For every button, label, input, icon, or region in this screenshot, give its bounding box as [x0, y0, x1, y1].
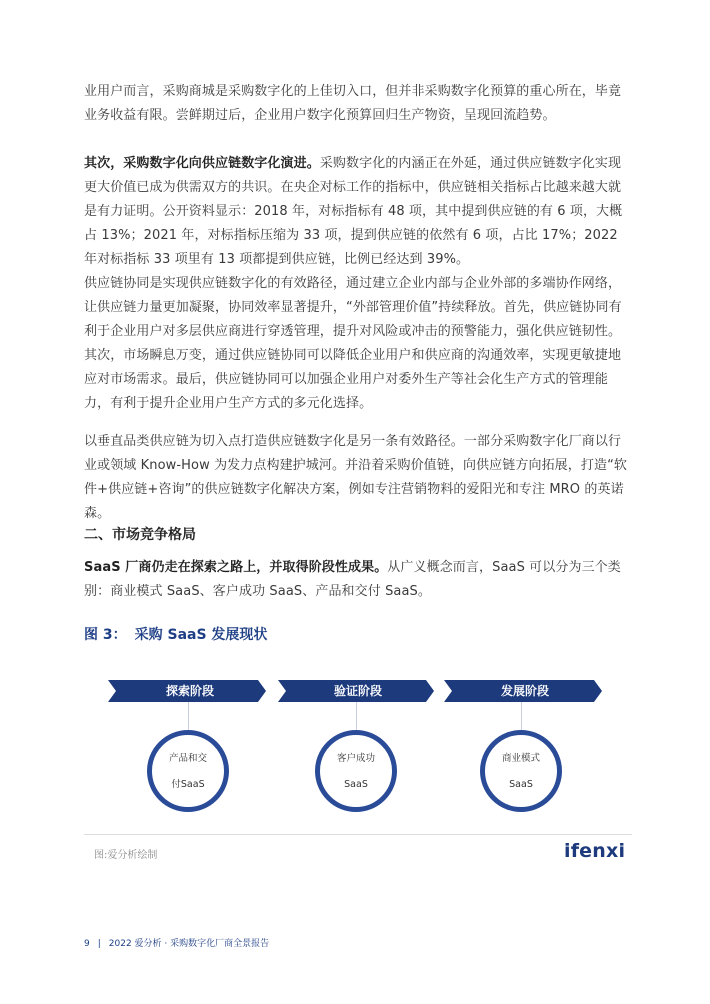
page-footer — [84, 936, 269, 949]
stage-circle-3 — [480, 730, 562, 812]
paragraph-5-lead: SaaS 厂商仍走在探索之路上，并取得阶段性成果。 — [84, 560, 388, 575]
page-number: 9 — [84, 939, 90, 949]
paragraph-5-text: 从广义概念而言，SaaS 可以分为三个类别：商业模式 SaaS、客户成功 SaaS、产品和交付 SaaS。 — [84, 560, 621, 599]
figure-title — [84, 624, 267, 644]
paragraph-2-text: 采购数字化的内涵正在外延，通过供应链数字化实现更大价值已成为供需双方的共识。在央企对标工作的指标中，供应链相关指标占比越来越大就是有力证明。公开资料显示：2018 年，对标指标有 48 项，其中提到供应链的有 6 项，大概占 13%；2021 年，对标指标压缩为 33 项，提到供应链的依然有 6 项，占比 17%；2022 年对标指标 33 项里有 13 项都提到供应链，比例已经达到 39%。 — [84, 156, 623, 267]
section-heading: 二、市场竞争格局 — [84, 527, 196, 543]
paragraph-3-text: 供应链协同是实现供应链数字化的有效路径，通过建立企业内部与企业外部的多端协作网络，让供应链力量更加凝聚，协同效率显著提升，“外部管理价值”持续释放。首先，供应链协同有利于企业用户对多层供应商进行穿透管理，提升对风险或冲击的预警能力，强化供应链韧性。其次，市场瞬息万变，通过供应链协同可以降低企业用户和供应商的沟通效率，实现更敏捷地应对市场需求。最后，供应链协同可以加强企业用户对委外生产等社会化生产方式的管理能力，有利于提升企业用户生产方式的多元化选择。 — [84, 276, 622, 411]
connector-line-3 — [521, 702, 522, 732]
ifenxi-logo: ifenxi — [564, 840, 626, 862]
stage-circle-2 — [315, 730, 397, 812]
figure-divider — [84, 834, 632, 835]
connector-line-1 — [188, 702, 189, 732]
connector-line-2 — [356, 702, 357, 732]
stage-label-2: 验证阶段 — [333, 684, 382, 698]
circle-3-line1: 商业模式 — [501, 752, 540, 764]
figure-source: 图:爱分析绘制 — [94, 850, 158, 861]
paragraph-1-text: 业用户而言，采购商城是采购数字化的上佳切入口，但并非采购数字化预算的重心所在，毕竟业务收益有限。尝鲜期过后，企业用户数字化预算回归生产物资，呈现回流趋势。 — [84, 84, 622, 123]
paragraph-2-lead: 其次，采购数字化向供应链数字化演进。 — [84, 156, 320, 171]
paragraph-4 — [84, 430, 632, 526]
paragraph-4-text: 以垂直品类供应链为切入点打造供应链数字化是另一条有效路径。一部分采购数字化厂商以行业或领域 Know-How 为发力点构建护城河。并沿着采购价值链，向供应链方向拓展，打造“软件+供应链+咨询”的供应链数字化解决方案，例如专注营销物料的爱阳光和专注 MRO 的英诺森。 — [84, 434, 628, 521]
paragraph-1 — [84, 80, 632, 128]
circle-2-line2: SaaS — [344, 778, 368, 790]
paragraph-3 — [84, 272, 632, 416]
circle-2-line1: 客户成功 — [336, 752, 375, 764]
figure-title-text: 采购 SaaS 发展现状 — [134, 627, 268, 643]
circle-1-line2: 付SaaS — [171, 778, 205, 790]
circle-3-line2: SaaS — [509, 778, 533, 790]
paragraph-2 — [84, 152, 632, 272]
footer-text: 2022 爱分析 · 采购数字化厂商全景报告 — [108, 939, 270, 949]
circle-1-line1: 产品和交 — [168, 752, 207, 764]
stage-label-3: 发展阶段 — [500, 684, 549, 698]
figure-label: 图 3： — [84, 627, 127, 643]
footer-separator: | — [97, 939, 101, 949]
paragraph-5 — [84, 556, 632, 604]
stage-circle-1 — [147, 730, 229, 812]
stage-label-1: 探索阶段 — [165, 684, 214, 698]
